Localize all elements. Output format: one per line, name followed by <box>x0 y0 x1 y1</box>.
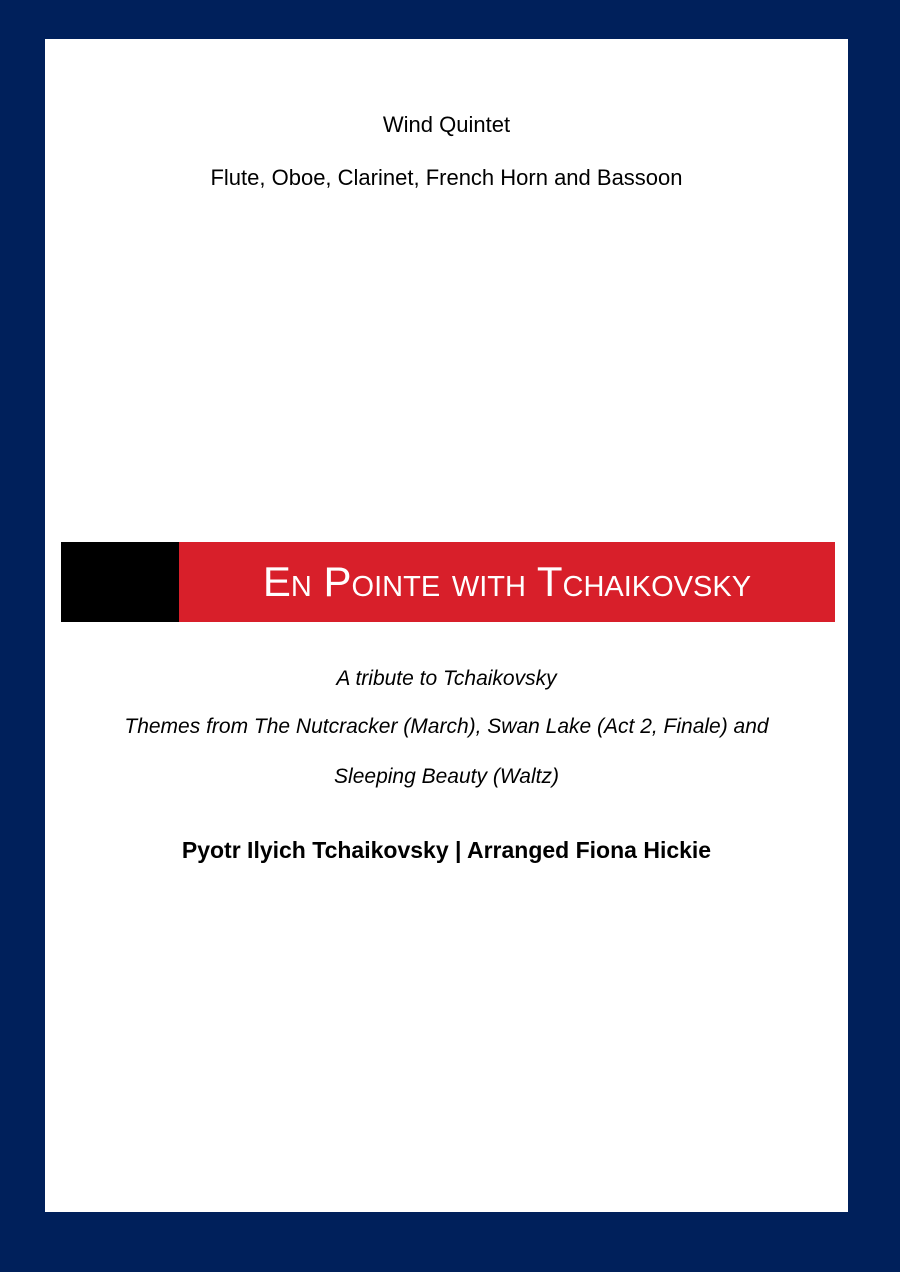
piece-title: En Pointe with Tchaikovsky <box>262 558 752 605</box>
title-banner <box>179 542 835 622</box>
tribute-text: A tribute to Tchaikovsky <box>336 667 557 690</box>
themes-text-line-1: Themes from The Nutcracker (March), Swan Lake (Act 2, Finale) and <box>124 715 769 738</box>
banner-black-block <box>61 542 179 622</box>
composer-arranger-credits: Pyotr Ilyich Tchaikovsky | Arranged Fiona Hickie <box>181 837 712 863</box>
instrument-list: Flute, Oboe, Clarinet, French Horn and Bassoon <box>210 165 683 190</box>
cover-page <box>45 39 848 1212</box>
ensemble-title: Wind Quintet <box>382 112 511 137</box>
themes-text-line-2: Sleeping Beauty (Waltz) <box>334 765 559 788</box>
